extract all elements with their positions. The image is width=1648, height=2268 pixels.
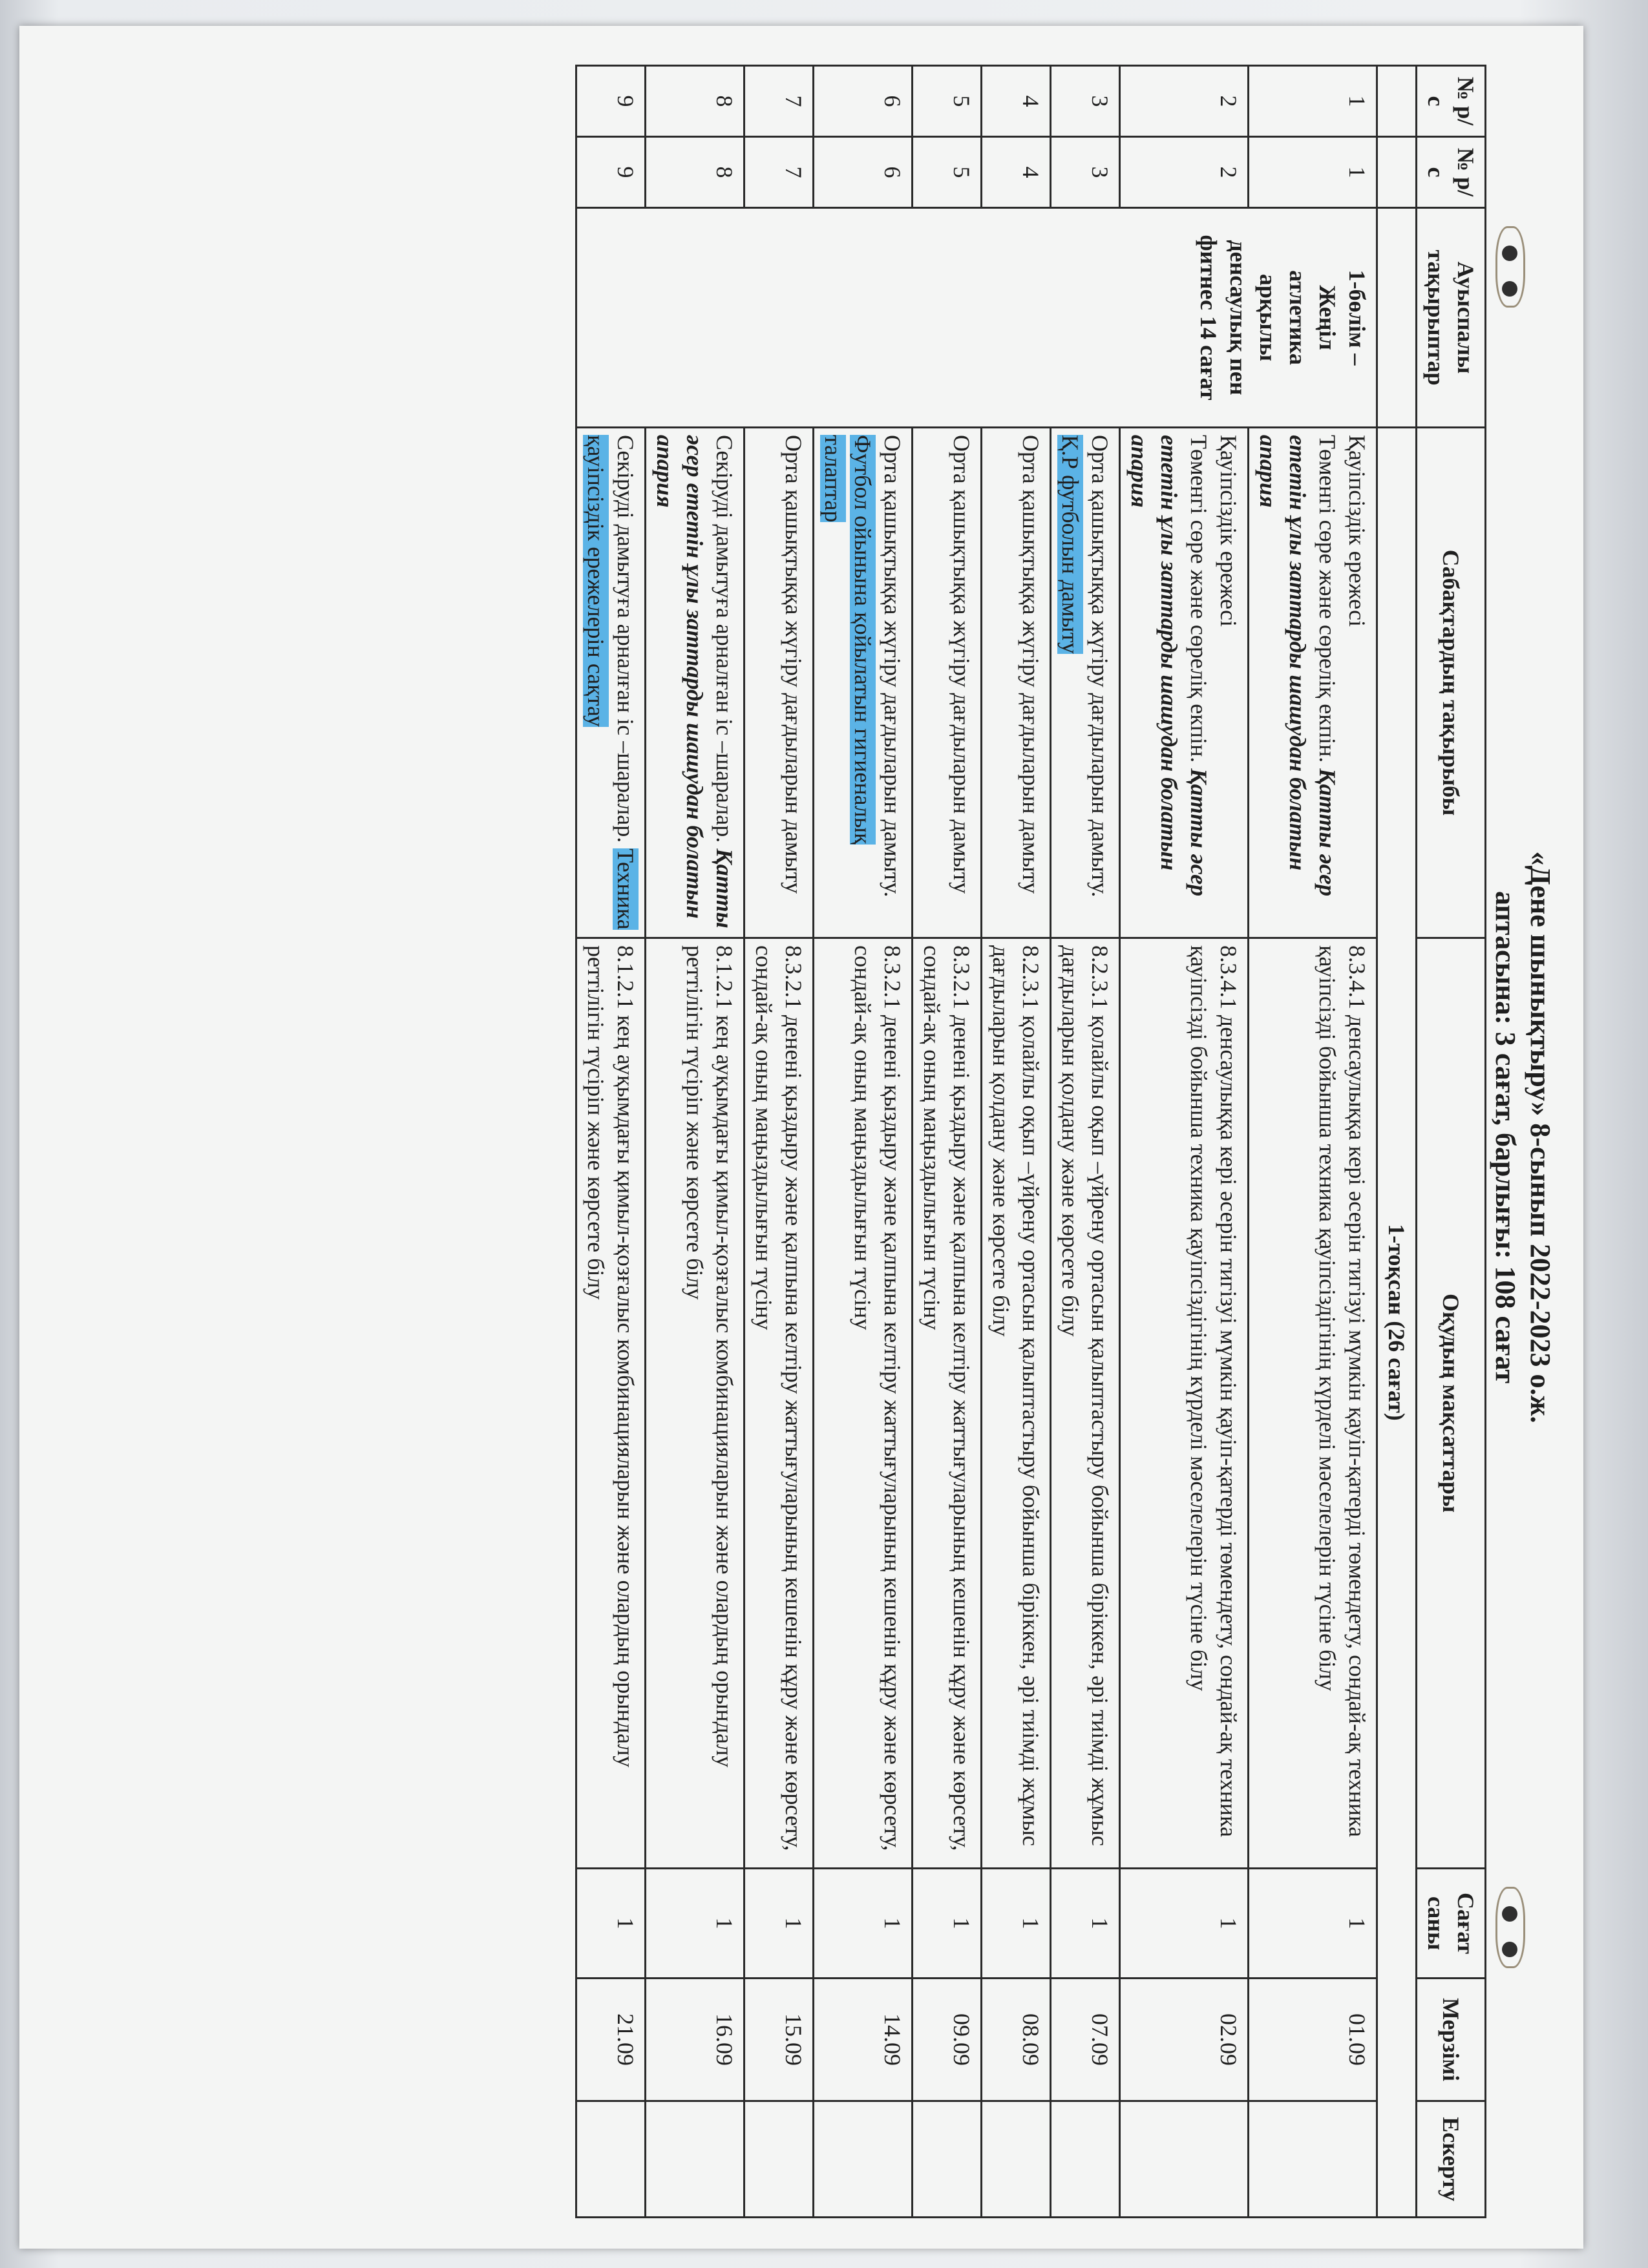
header-lesson: Сабақтардың тақырыбы	[1417, 428, 1486, 938]
date-cell: 08.09	[982, 1979, 1051, 2101]
row-number-1: 5	[913, 66, 982, 137]
hours-cell: 1	[745, 1869, 814, 1979]
hours-cell: 1	[814, 1869, 913, 1979]
title-line-2: аптасына: 3 сағат, барлығы: 108 сағат	[1490, 891, 1521, 1383]
header-note: Ескерту	[1417, 2101, 1486, 2218]
row-number-1: 2	[1120, 66, 1249, 137]
section-row	[1377, 66, 1417, 2218]
goal-cell: 8.3.4.1 денсаулыққа кері әсерін тигізуі мүмкін қауіп-қатерді төмендету, сондай-ақ техника қауіпсізді бойынша техника қауіпсіздігінің күрделі мәселелерін түсіне білу	[1249, 938, 1377, 1869]
lesson-text: Орта қашықтыққа жүгіру дағдыларын дамыту.	[1087, 435, 1113, 898]
header-num-2: № р/с	[1417, 137, 1486, 208]
lesson-topic-cell	[982, 428, 1051, 938]
lesson-topic-cell	[913, 428, 982, 938]
date-cell: 21.09	[576, 1979, 646, 2101]
row-number-2: 7	[745, 137, 814, 208]
plan-table-wrap	[575, 65, 1486, 2216]
row-number-1: 7	[745, 66, 814, 137]
lesson-topic-cell	[745, 428, 814, 938]
table-row	[1249, 66, 1377, 2218]
row-number-2: 9	[576, 137, 646, 208]
row-number-1: 6	[814, 66, 913, 137]
lesson-text: Секіруді дамытуға арналған іс –шаралар.	[613, 435, 639, 849]
lesson-text: Қауіпсіздік ережесі Төменгі сөре және сөреліқ екпін.	[1186, 435, 1241, 763]
header-topics: Ауыспалы тақырыптар	[1417, 208, 1486, 428]
section-title: 1-тоқсан (26 сағат)	[1377, 428, 1417, 2218]
row-number-1: 1	[1249, 66, 1377, 137]
note-cell	[745, 2101, 814, 2218]
date-cell: 02.09	[1120, 1979, 1249, 2101]
header-num-1: № р/с	[1417, 66, 1486, 137]
goal-cell: 8.3.4.1 денсаулыққа кері әсерін тигізуі мүмкін қауіп-қатерді төмендету, сондай-ақ техника қауіпсізді бойынша техника қауіпсіздігінің күрделі мәселелерін түсіне білу	[1120, 938, 1249, 1869]
lesson-safety-note: Қатты әсер ететін ұлы заттарды шашудан болатын апария	[1255, 435, 1340, 897]
plan-table	[575, 65, 1486, 2218]
goal-cell: 8.1.2.1 кең ауқымдағы қимыл-қозғалыс комбинацияларын және олардың орындалу реттілігін түсіріп және көрсете білу	[576, 938, 646, 1869]
note-cell	[576, 2101, 646, 2218]
document-page	[19, 26, 1583, 2249]
hours-cell: 1	[913, 1869, 982, 1979]
goal-cell: 8.2.3.1 қолайлы оқып –үйрену ортасын қалыптастыру бойынша біріккен, әрі тиімді жұмыс дағдыларын қолдану және көрсете білу	[1051, 938, 1120, 1869]
hours-cell: 1	[646, 1869, 745, 1979]
document-title	[1488, 26, 1558, 2249]
lesson-topic-cell	[1120, 428, 1249, 938]
date-cell: 01.09	[1249, 1979, 1377, 2101]
row-number-2: 5	[913, 137, 982, 208]
row-number-2: 6	[814, 137, 913, 208]
lesson-highlighted-text: Техника қауіпсіздік ережелерін сақтау	[583, 435, 639, 930]
goal-cell: 8.2.3.1 қолайлы оқып –үйрену ортасын қалыптастыру бойынша біріккен, әрі тиімді жұмыс дағдыларын қолдану және көрсете білу	[982, 938, 1051, 1869]
hours-cell: 1	[1249, 1869, 1377, 1979]
title-line-1: «Дене шынықтыру» 8-сынып 2022-2023 о.ж.	[1525, 851, 1556, 1423]
note-cell	[913, 2101, 982, 2218]
lesson-text: Орта қашықтыққа жүгіру дағдыларын дамыту	[1018, 435, 1044, 894]
row-number-1: 4	[982, 66, 1051, 137]
lesson-topic-cell	[576, 428, 646, 938]
lesson-text: Секіруді дамытуға арналған іс –шаралар.	[712, 435, 737, 849]
goal-cell: 8.3.2.1 денені қыздыру және қалпына келтіру жаттығуларының кешенін құру және көрсету, сондай-ақ оның маңыздылығын түсіну	[814, 938, 913, 1869]
hours-cell: 1	[576, 1869, 646, 1979]
row-number-2: 1	[1249, 137, 1377, 208]
hours-cell: 1	[982, 1869, 1051, 1979]
topic-cell: 1-бөлім – Жеңіл атлетика арқылы денсаулық пен фитнес 14 сағат	[576, 208, 1377, 428]
goal-cell: 8.1.2.1 кең ауқымдағы қимыл-қозғалыс комбинацияларын және олардың орындалу реттілігін түсіріп және көрсете білу	[646, 938, 745, 1869]
note-cell	[982, 2101, 1051, 2218]
lesson-highlighted-text: Қ.Р футболын дамыту	[1057, 435, 1083, 654]
lesson-text: Орта қашықтыққа жүгіру дағдыларын дамыту.	[880, 435, 905, 898]
note-cell	[1051, 2101, 1120, 2218]
header-row	[1417, 66, 1486, 2218]
date-cell: 07.09	[1051, 1979, 1120, 2101]
note-cell	[1120, 2101, 1249, 2218]
goal-cell: 8.3.2.1 денені қыздыру және қалпына келтіру жаттығуларының кешенін құру және көрсету, сондай-ақ оның маңыздылығын түсіну	[745, 938, 814, 1869]
date-cell: 15.09	[745, 1979, 814, 2101]
lesson-highlighted-text: Футбол ойынына қойылатын гигиеналық талаптар	[820, 435, 876, 845]
lesson-topic-cell	[814, 428, 913, 938]
header-hours: Сағат саны	[1417, 1869, 1486, 1979]
hours-cell: 1	[1051, 1869, 1120, 1979]
row-number-1: 8	[646, 66, 745, 137]
note-cell	[814, 2101, 913, 2218]
row-number-1: 9	[576, 66, 646, 137]
date-cell: 09.09	[913, 1979, 982, 2101]
date-cell: 14.09	[814, 1979, 913, 2101]
lesson-safety-note: Қатты әсер ететін ұлы заттарды шашудан болатын апария	[1126, 435, 1212, 897]
hours-cell: 1	[1120, 1869, 1249, 1979]
lesson-topic-cell	[1051, 428, 1120, 938]
rotated-content	[19, 26, 1583, 2249]
lesson-text: Орта қашықтыққа жүгіру дағдыларын дамыту	[949, 435, 975, 894]
lesson-safety-note: Қатты әсер ететін ұлы заттарды шашудан болатын апария	[652, 435, 737, 929]
row-number-2: 8	[646, 137, 745, 208]
header-goals: Оқудың мақсаттары	[1417, 938, 1486, 1869]
header-date: Мерзімі	[1417, 1979, 1486, 2101]
row-number-1: 3	[1051, 66, 1120, 137]
lesson-topic-cell	[1249, 428, 1377, 938]
date-cell: 16.09	[646, 1979, 745, 2101]
row-number-2: 3	[1051, 137, 1120, 208]
row-number-2: 4	[982, 137, 1051, 208]
note-cell	[1249, 2101, 1377, 2218]
lesson-topic-cell	[646, 428, 745, 938]
row-number-2: 2	[1120, 137, 1249, 208]
lesson-text: Орта қашықтыққа жүгіру дағдыларын дамыту	[781, 435, 807, 894]
note-cell	[646, 2101, 745, 2218]
lesson-text: Қауіпсіздік ережесі Төменгі сөре және сөреліқ екпін.	[1315, 435, 1370, 763]
goal-cell: 8.3.2.1 денені қыздыру және қалпына келтіру жаттығуларының кешенін құру және көрсету, сондай-ақ оның маңыздылығын түсіну	[913, 938, 982, 1869]
